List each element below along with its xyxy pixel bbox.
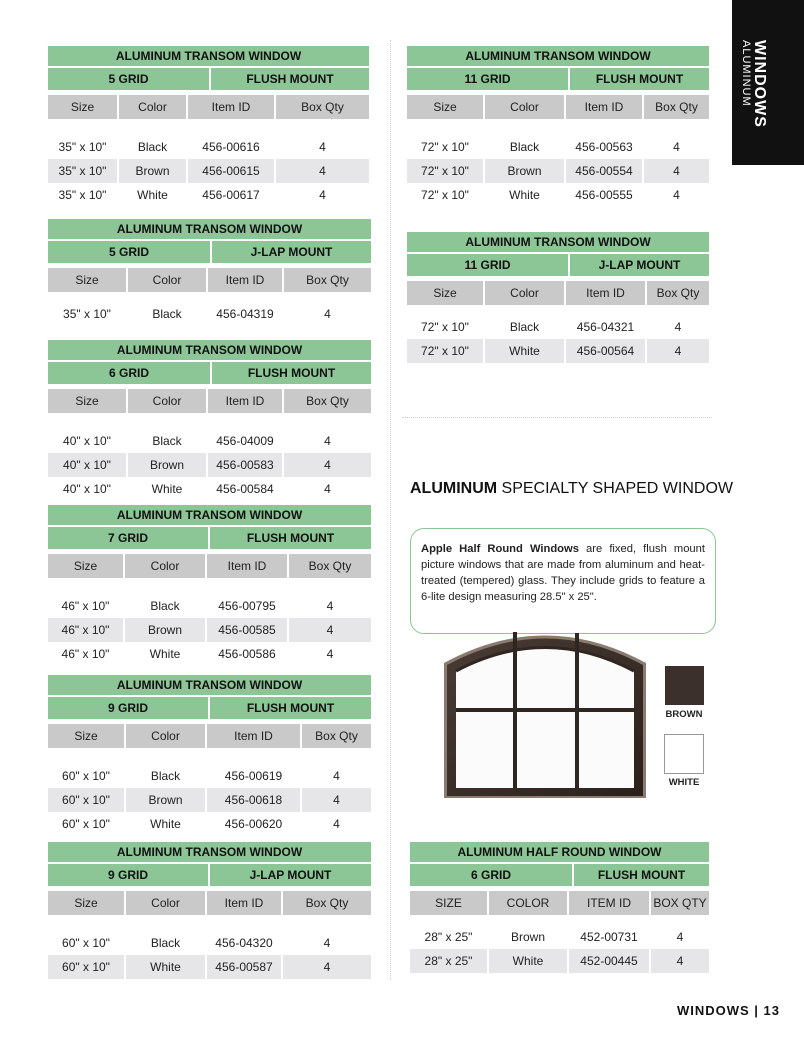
table-cell: White [124,812,205,836]
column-header: ITEM ID [567,891,649,915]
table-cell: 456-00586 [205,642,287,666]
description-text: are fixed, flush mount picture windows that are made from aluminum and heat-treated (tempered) glass. They include grids to feature a 6-lite design measuring 28.5" x 25". [421,543,705,603]
table-row [48,788,371,812]
table-grid-label: 5 GRID [48,241,210,263]
product-table [48,675,371,836]
table-row [407,183,709,207]
table-cell: 60" x 10" [62,936,110,950]
table-cell: 452-00445 [567,949,649,973]
column-header: Item ID [206,389,282,413]
brown-swatch [665,666,704,705]
table-cell: Black [117,135,186,159]
table-cell: 456-04319 [206,302,282,326]
table-cell: 456-00619 [205,764,300,788]
table-cell: 35" x 10" [58,188,107,202]
table-cell: 4 [282,453,371,477]
column-header: COLOR [487,891,567,915]
table-mount-label: FLUSH MOUNT [210,362,371,384]
column-header: Color [124,891,205,915]
table-mount-label: FLUSH MOUNT [572,864,709,886]
table-row [48,477,371,501]
column-header: Color [483,95,564,119]
table-cell: 4 [642,183,709,207]
column-header: Color [483,281,564,305]
table-cell: 46" x 10" [61,599,110,613]
column-header: Size [48,891,124,915]
table-row [48,183,369,207]
table-cell: White [126,477,206,501]
table-cell: 4 [274,135,369,159]
table-mount-label: FLUSH MOUNT [209,68,369,90]
column-header: Item ID [186,95,274,119]
table-cell: 456-00564 [564,339,645,363]
table-cell: 35" x 10" [63,307,111,321]
row-divider [402,417,712,418]
table-title: ALUMINUM TRANSOM WINDOW [407,46,709,68]
table-row [410,949,709,973]
table-cell: 60" x 10" [48,955,124,979]
table-cell: 4 [282,302,371,326]
white-swatch [664,734,704,774]
table-cell: 4 [274,183,369,207]
product-table [407,232,709,363]
column-header: Item ID [205,554,287,578]
table-cell: 60" x 10" [62,769,110,783]
table-grid-label: 6 GRID [410,864,572,886]
table-grid-label: 7 GRID [48,527,208,549]
table-cell: Brown [123,618,205,642]
table-cell: 456-00554 [564,159,642,183]
table-cell: Black [126,302,206,326]
table-cell: 456-04321 [564,315,645,339]
table-cell: 456-00616 [186,135,274,159]
table-title: ALUMINUM TRANSOM WINDOW [48,340,371,362]
table-cell: Brown [483,159,564,183]
table-cell: 60" x 10" [62,817,110,831]
table-mount-label: FLUSH MOUNT [568,68,709,90]
table-title: ALUMINUM TRANSOM WINDOW [48,842,371,864]
table-title: ALUMINUM TRANSOM WINDOW [48,219,371,241]
table-row [407,135,709,159]
table-title: ALUMINUM TRANSOM WINDOW [407,232,709,254]
table-grid-label: 9 GRID [48,697,208,719]
product-table [48,340,371,501]
table-row [48,453,371,477]
table-cell: 456-00795 [205,594,287,618]
table-cell: 456-00615 [186,159,274,183]
table-cell: 60" x 10" [48,788,124,812]
table-cell: 35" x 10" [58,140,107,154]
table-cell: Brown [117,159,186,183]
table-row [407,339,709,363]
table-cell: 4 [642,135,709,159]
column-header: Size [407,281,483,305]
table-cell: 4 [287,642,371,666]
table-cell: White [123,642,205,666]
table-cell: Black [124,764,205,788]
table-row [48,642,371,666]
table-cell: 456-00620 [205,812,300,836]
table-cell: 35" x 10" [48,159,117,183]
table-row [48,931,371,955]
table-cell: 456-04320 [205,931,281,955]
column-header: Color [126,389,206,413]
table-cell: Black [483,135,564,159]
column-header: Size [48,389,126,413]
table-cell: 72" x 10" [421,320,469,334]
column-header: Box Qty [282,268,371,292]
column-header: Size [48,554,123,578]
column-header: BOX QTY [649,891,709,915]
table-cell: White [483,183,564,207]
column-header: Box Qty [282,389,371,413]
table-cell: 456-00587 [205,955,281,979]
table-row [48,812,371,836]
table-cell: White [483,339,564,363]
table-row [48,302,371,326]
table-grid-label: 9 GRID [48,864,208,886]
table-cell: 72" x 10" [407,339,483,363]
table-row [48,135,369,159]
table-cell: Brown [487,925,567,949]
table-row [407,159,709,183]
table-cell: 72" x 10" [407,159,483,183]
brown-swatch-label: BROWN [665,709,703,720]
table-cell: 4 [282,429,371,453]
table-cell: 4 [649,925,709,949]
product-table [407,46,709,207]
column-header: Item ID [205,724,300,748]
table-row [410,925,709,949]
column-header: Box Qty [287,554,371,578]
table-cell: 40" x 10" [63,482,111,496]
table-row [48,159,369,183]
table-cell: 456-00618 [205,788,300,812]
table-cell: 4 [300,788,371,812]
table-cell: Black [124,931,205,955]
column-header: Color [117,95,186,119]
table-row [48,764,371,788]
table-cell: 4 [649,949,709,973]
column-header: Box Qty [300,724,371,748]
table-mount-label: J-LAP MOUNT [208,864,371,886]
table-cell: 4 [287,618,371,642]
table-cell: 456-00563 [564,135,642,159]
table-cell: 456-00617 [186,183,274,207]
column-header: Box Qty [281,891,371,915]
table-cell: 46" x 10" [61,647,110,661]
column-header: Size [48,268,126,292]
table-title: ALUMINUM HALF ROUND WINDOW [410,842,709,864]
table-mount-label: J-LAP MOUNT [568,254,709,276]
table-grid-label: 5 GRID [48,68,209,90]
table-row [407,315,709,339]
half-round-window-image [440,618,650,803]
product-table [48,505,371,666]
column-divider [390,40,391,980]
table-cell: 4 [300,812,371,836]
table-row [48,955,371,979]
table-mount-label: FLUSH MOUNT [208,527,371,549]
description-product-name: Apple Half Round Windows [421,543,579,555]
table-cell: 452-00731 [567,925,649,949]
table-cell: 28" x 25" [424,930,473,944]
table-cell: Brown [126,453,206,477]
column-header: Color [126,268,206,292]
column-header: Size [48,724,124,748]
table-mount-label: FLUSH MOUNT [208,697,371,719]
column-header: Item ID [564,281,645,305]
table-row [48,594,371,618]
table-cell: White [117,183,186,207]
product-table [48,842,371,979]
table-grid-label: 11 GRID [407,254,568,276]
table-cell: 4 [282,477,371,501]
column-header: Box Qty [274,95,369,119]
table-cell: 40" x 10" [48,453,126,477]
column-header: Box Qty [645,281,709,305]
column-header: Color [123,554,205,578]
column-header: Color [124,724,205,748]
table-cell: 4 [287,594,371,618]
table-cell: Black [483,315,564,339]
table-cell: Black [123,594,205,618]
table-row [48,429,371,453]
page-footer: WINDOWS | 13 [676,1003,780,1018]
table-cell: White [487,949,567,973]
table-cell: 4 [300,764,371,788]
column-header: Item ID [564,95,642,119]
table-cell: 456-00555 [564,183,642,207]
table-cell: 40" x 10" [63,434,111,448]
specialty-heading [410,480,733,498]
column-header: Size [407,95,483,119]
table-cell: 4 [281,931,371,955]
table-cell: 4 [645,339,709,363]
column-header: Item ID [206,268,282,292]
table-cell: 456-00585 [205,618,287,642]
column-header: SIZE [410,891,487,915]
product-table [48,219,371,326]
table-title: ALUMINUM TRANSOM WINDOW [48,505,371,527]
column-header: Item ID [205,891,281,915]
white-swatch-label: WHITE [668,777,700,788]
table-cell: 72" x 10" [421,188,469,202]
section-tab [732,0,804,165]
specialty-heading-bold: ALUMINUM [410,480,498,497]
table-title: ALUMINUM TRANSOM WINDOW [48,675,371,697]
product-table [410,842,709,973]
table-cell: 72" x 10" [421,140,469,154]
column-header: Size [48,95,117,119]
column-header: Box Qty [642,95,709,119]
table-title: ALUMINUM TRANSOM WINDOW [48,46,369,68]
table-cell: 456-04009 [206,429,282,453]
table-cell: 456-00584 [206,477,282,501]
table-cell: 28" x 25" [410,949,487,973]
table-row [48,618,371,642]
table-cell: 4 [281,955,371,979]
table-cell: 4 [642,159,709,183]
table-cell: White [124,955,205,979]
table-grid-label: 11 GRID [407,68,568,90]
specialty-heading-rest: SPECIALTY SHAPED WINDOW [497,480,733,497]
product-table [48,46,369,207]
table-cell: Black [126,429,206,453]
table-cell: Brown [124,788,205,812]
section-subtitle: ALUMINUM [740,40,752,107]
section-title: WINDOWS [751,40,768,128]
table-grid-label: 6 GRID [48,362,210,384]
table-cell: 4 [645,315,709,339]
table-cell: 46" x 10" [48,618,123,642]
table-cell: 456-00583 [206,453,282,477]
table-cell: 4 [274,159,369,183]
table-mount-label: J-LAP MOUNT [210,241,371,263]
